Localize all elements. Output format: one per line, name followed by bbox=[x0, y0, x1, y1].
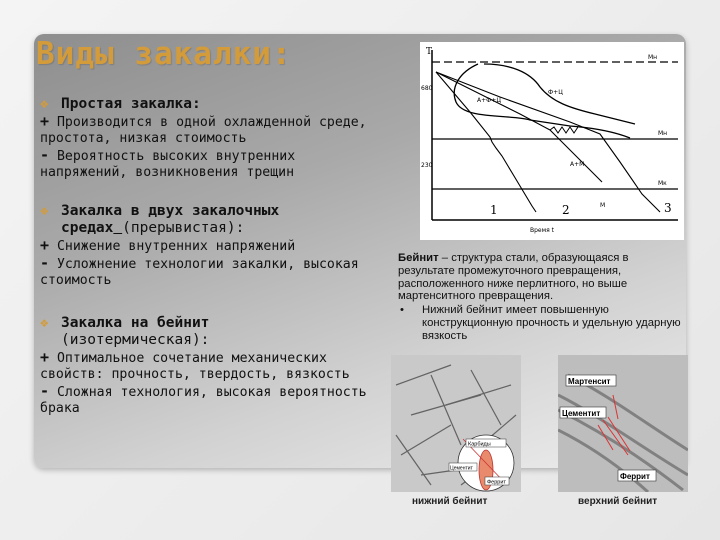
bullet-dot-icon: • bbox=[400, 304, 404, 317]
simple-con: - Вероятность высоких внутренних напряжений, возникновения трещин bbox=[40, 146, 296, 180]
simple-pro: + Производится в одной охлажденной среде, простота, низкая стоимость bbox=[40, 112, 367, 146]
diagram-curve-number-1: 1 bbox=[490, 203, 498, 217]
diagram-y-value-680: 680 bbox=[421, 85, 433, 92]
bullet-arrow-icon: ❖ bbox=[40, 96, 49, 112]
definition-paragraph bbox=[398, 252, 688, 303]
section-simple-heading: ❖ Простая закалка: bbox=[40, 96, 201, 112]
diagram-y-label: T bbox=[426, 47, 433, 57]
upper-bainite-micrograph bbox=[558, 355, 688, 492]
section-bainite-heading: ❖ Закалка на бейнит (изотермическая): bbox=[40, 315, 210, 348]
upper-bainite-caption: верхний бейнит bbox=[578, 496, 658, 507]
two-media-con: - Усложнение технологии закалки, высокая стоимость bbox=[40, 254, 359, 288]
upper-label-ferrite: Феррит bbox=[620, 472, 650, 481]
diagram-mn-top-label: Mн bbox=[648, 54, 658, 61]
two-media-pro: + Снижение внутренних напряжений bbox=[40, 236, 296, 254]
definition-bullet: • Нижний бейнит имеет повышенную конструкционную прочность и удельную ударную вязкость bbox=[400, 304, 681, 342]
lower-bainite-micrograph bbox=[391, 355, 521, 492]
diagram-mn-label: Mн bbox=[658, 130, 668, 137]
section-two-media-heading: ❖ Закалка в двух закалочных средах (прерывистая): bbox=[40, 203, 280, 236]
bainite-definition bbox=[398, 252, 688, 343]
definition-text: – структура стали, образующаяся в результате промежуточного превращения, расположенного ниже перлитного, но выше мартенситного превращения. bbox=[398, 252, 629, 303]
upper-label-cementite: Цементит bbox=[562, 409, 601, 418]
ttt-diagram bbox=[420, 42, 684, 240]
bullet-arrow-icon: ❖ bbox=[40, 203, 49, 219]
definition-term: Бейнит bbox=[398, 252, 439, 264]
hardening-types-list bbox=[40, 96, 370, 417]
diagram-zone-m: M bbox=[600, 202, 606, 209]
bullet-arrow-icon: ❖ bbox=[40, 315, 49, 331]
diagram-curve-number-3: 3 bbox=[664, 201, 672, 215]
upper-label-martensite: Мартенсит bbox=[568, 377, 611, 386]
bainite-con: - Сложная технология, высокая вероятность брака bbox=[40, 382, 367, 416]
lower-label-ferrite: Феррит bbox=[487, 479, 506, 486]
lower-label-cementite: Цементит bbox=[450, 465, 473, 472]
diagram-zone-fc: Ф+Ц bbox=[548, 89, 563, 96]
lower-bainite-caption: нижний бейнит bbox=[412, 496, 488, 507]
diagram-mk-label: Mк bbox=[658, 180, 667, 187]
diagram-y-value-230: 230 bbox=[421, 162, 433, 169]
bainite-pro: + Оптимальное сочетание механических свойств: прочность, твердость, вязкость bbox=[40, 348, 350, 382]
diagram-x-label: Время t bbox=[530, 227, 555, 234]
slide-title: Виды закалки: bbox=[36, 36, 292, 72]
diagram-zone-am: A+M bbox=[570, 161, 585, 168]
diagram-curve-number-2: 2 bbox=[562, 203, 570, 217]
lower-label-carbides: Карбиды bbox=[468, 441, 491, 448]
diagram-zone-afc: A+Ф+Ц bbox=[477, 97, 501, 104]
